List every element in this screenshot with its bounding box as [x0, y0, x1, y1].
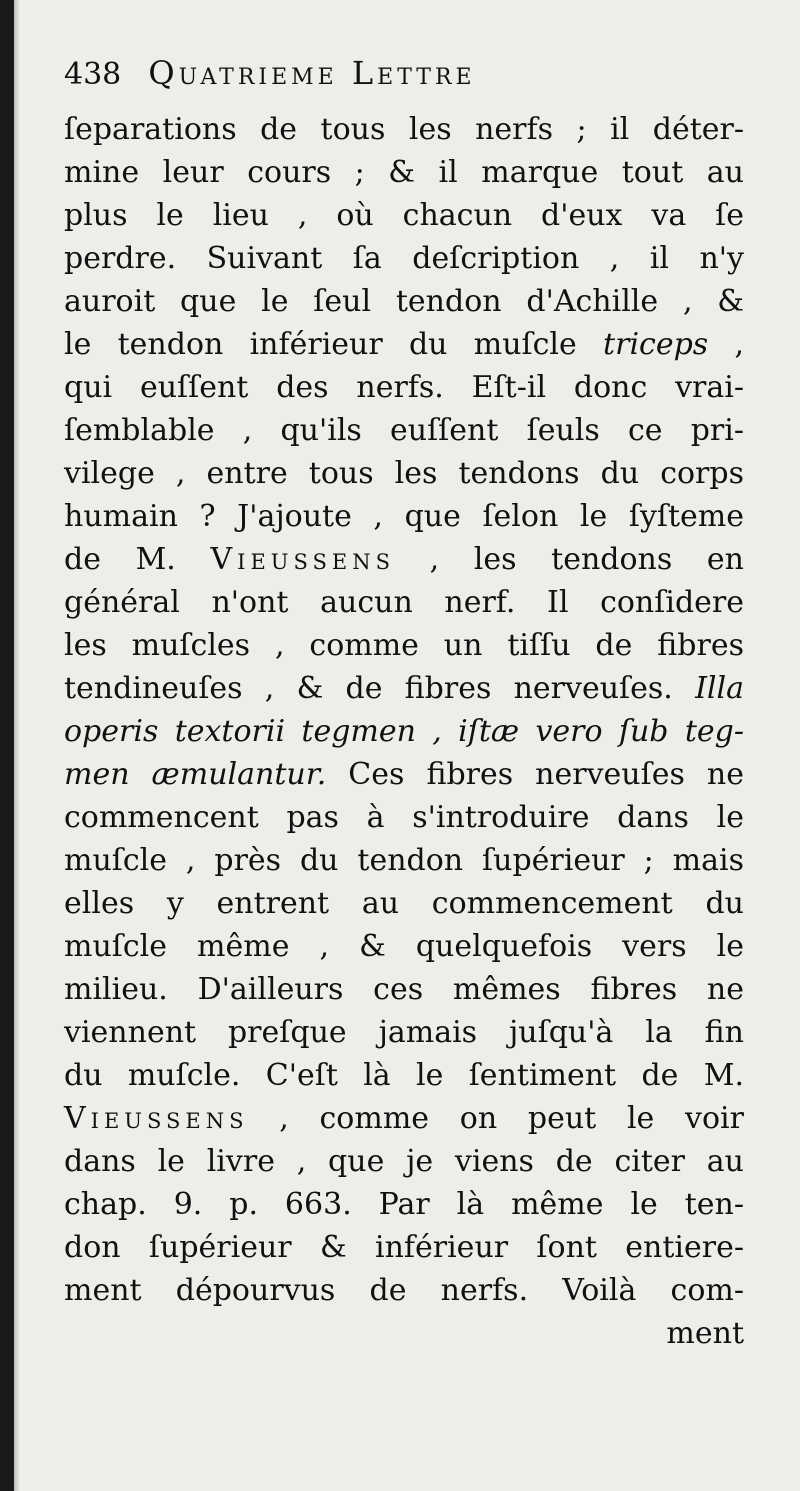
text-line-content: vilege , entre tous les tendons du corps	[64, 456, 744, 491]
small-caps-name: Vieussens	[64, 1101, 249, 1136]
text-line-content: de M.	[64, 542, 211, 577]
text-line-content: milieu. D'ailleurs ces mêmes fibres ne	[64, 972, 744, 1007]
text-line-content: , comme on peut le voir	[248, 1101, 744, 1136]
text-line-content: Ces fibres nerveuſes ne	[326, 757, 744, 792]
text-line-content: le tendon inférieur du muſcle	[64, 327, 604, 362]
text-line	[64, 753, 744, 796]
text-line-content: ſemblable , qu'ils euſſent ſeuls ce pri-	[64, 413, 744, 448]
text-line	[64, 1183, 744, 1226]
text-line-content: perdre. Suivant ſa deſcription , il n'y	[64, 241, 744, 276]
italic-text: triceps	[603, 327, 709, 362]
text-line	[64, 1140, 744, 1183]
text-line	[64, 1011, 744, 1054]
text-line-content: ment dépourvus de nerfs. Voilà com-	[64, 1273, 744, 1308]
text-line-content: auroit que le ſeul tendon d'Achille , &	[64, 284, 744, 319]
text-line-content: général n'ont aucun nerf. Il conſidere	[64, 585, 744, 620]
text-line-content: tendineuſes , & de fibres nerveuſes.	[64, 671, 696, 706]
text-line-content: don ſupérieur & inférieur ſont entiere-	[64, 1230, 744, 1265]
italic-text: Illa	[695, 671, 744, 706]
italic-text: men æmulantur.	[64, 757, 327, 792]
text-line	[64, 280, 744, 323]
text-line	[64, 1269, 744, 1312]
text-line	[64, 194, 744, 237]
catchword	[64, 1312, 744, 1355]
text-line	[64, 452, 744, 495]
text-line-content: elles y entrent au commencement du	[64, 886, 744, 921]
text-line	[64, 882, 744, 925]
text-line	[64, 710, 744, 753]
text-line-content: muſcle , près du tendon ſupérieur ; mais	[64, 843, 744, 878]
text-line	[64, 495, 744, 538]
text-line	[64, 925, 744, 968]
text-line	[64, 323, 744, 366]
text-line	[64, 1226, 744, 1269]
text-line-content: ,	[708, 327, 744, 362]
text-line	[64, 968, 744, 1011]
text-line	[64, 151, 744, 194]
text-line	[64, 1054, 744, 1097]
text-line-content: dans le livre , que je viens de citer au	[64, 1144, 744, 1179]
text-line-content: commencent pas à s'introduire dans le	[64, 800, 744, 835]
text-line-content: ſeparations de tous les nerfs ; il déter-	[64, 112, 744, 147]
text-line-content: humain ? J'ajoute , que ſelon le ſyſteme	[64, 499, 744, 534]
text-line	[64, 108, 744, 151]
text-line-content: muſcle même , & quelquefois vers le	[64, 929, 744, 964]
page-number: 438	[64, 57, 122, 92]
text-line-content: chap. 9. p. 663. Par là même le ten-	[64, 1187, 744, 1222]
text-line-content: plus le lieu , où chacun d'eux va ſe	[64, 198, 744, 233]
running-head	[64, 54, 476, 92]
text-line	[64, 366, 744, 409]
text-line	[64, 538, 744, 581]
text-line-content: , les tendons en	[394, 542, 744, 577]
text-line	[64, 839, 744, 882]
book-page	[14, 0, 800, 1491]
text-line-content: viennent preſque jamais juſqu'à la fin	[64, 1015, 744, 1050]
running-title: Quatrieme Lettre	[148, 54, 476, 92]
text-line	[64, 409, 744, 452]
text-line	[64, 624, 744, 667]
page-edge-shadow	[14, 0, 20, 1491]
body-text	[64, 108, 744, 1355]
text-line	[64, 237, 744, 280]
small-caps-name: Vieussens	[210, 542, 395, 577]
text-line-content: mine leur cours ; & il marque tout au	[64, 155, 744, 190]
text-line	[64, 1097, 744, 1140]
italic-text: operis textorii tegmen , iſtæ vero ſub teg-	[64, 714, 744, 749]
text-line	[64, 667, 744, 710]
text-line-content: les muſcles , comme un tiſſu de fibres	[64, 628, 744, 663]
text-line-content: du muſcle. C'eſt là le ſentiment de M.	[64, 1058, 744, 1093]
text-line-content: qui euſſent des nerfs. Eſt-il donc vrai-	[64, 370, 744, 405]
text-line	[64, 796, 744, 839]
text-line	[64, 581, 744, 624]
catchword-text: ment	[666, 1316, 744, 1351]
